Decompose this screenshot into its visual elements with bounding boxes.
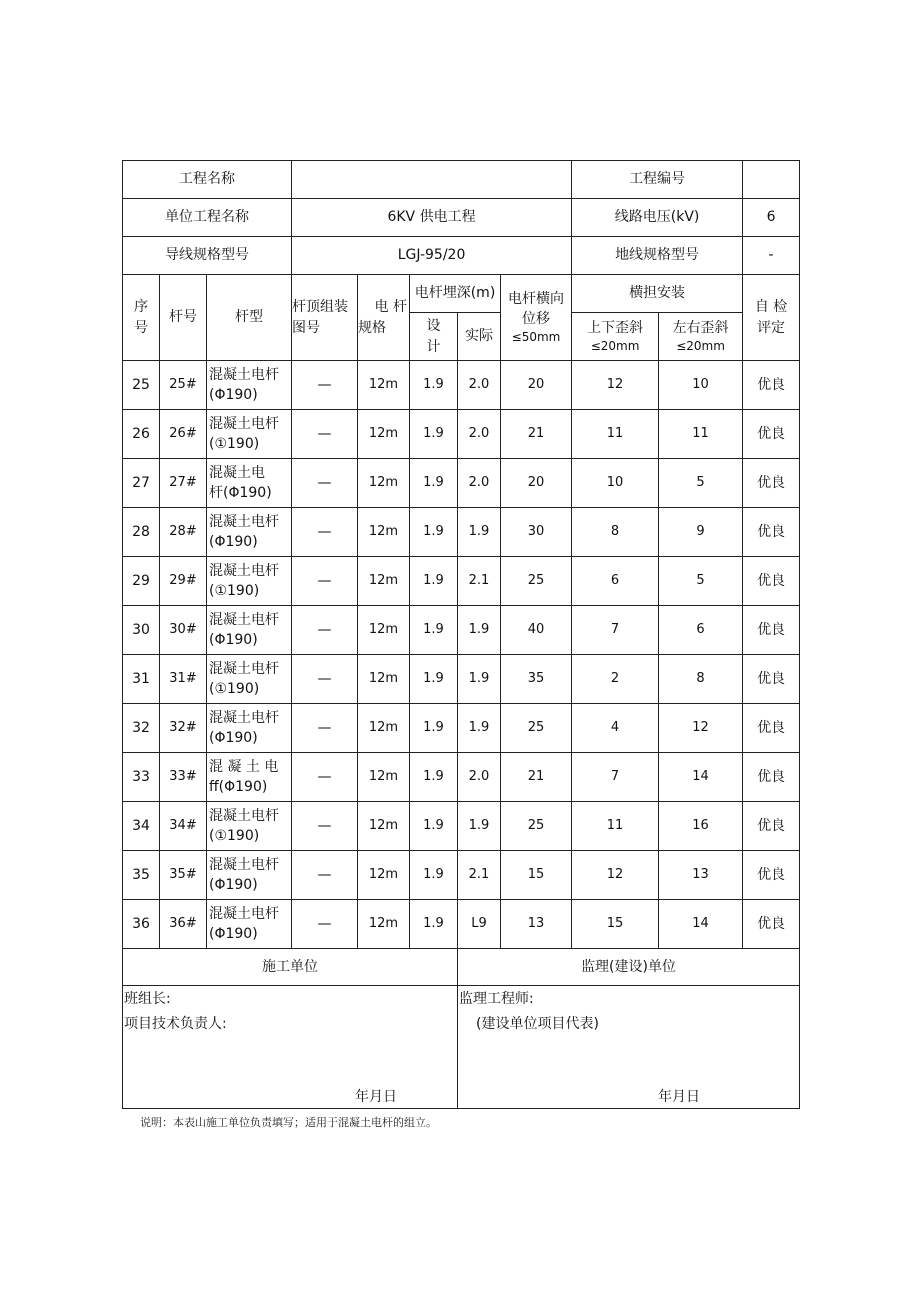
depth-actual-cell: 1.9 <box>458 508 501 557</box>
depth-design-cell: 1.9 <box>410 361 458 410</box>
spec-cell: 12m <box>358 557 410 606</box>
spec-cell: 12m <box>358 802 410 851</box>
depth-design-cell: 1.9 <box>410 655 458 704</box>
voltage-value: 6 <box>743 199 800 237</box>
leftright-cell: 11 <box>659 410 743 459</box>
pole-no-cell: 27# <box>160 459 207 508</box>
leftright-cell: 6 <box>659 606 743 655</box>
table-row <box>123 606 800 655</box>
pole-no-cell: 34# <box>160 802 207 851</box>
col-pole-type: 杆型 <box>207 275 292 361</box>
voltage-label: 线路电压(kV) <box>572 199 743 237</box>
pole-type-cell: 混凝土电杆 (①190) <box>207 410 292 459</box>
owner-rep-label: (建设单位项目代表) <box>476 1016 599 1032</box>
col-depth: 电杆埋深(m) <box>410 275 501 313</box>
pole-type-cell: 混凝土电杆 (Φ190) <box>207 361 292 410</box>
table-row <box>123 459 800 508</box>
eval-cell: 优良 <box>743 508 800 557</box>
seq-cell: 30 <box>123 606 160 655</box>
depth-design-cell: 1.9 <box>410 704 458 753</box>
lateral-cell: 20 <box>501 361 572 410</box>
lateral-cell: 40 <box>501 606 572 655</box>
top-assembly-cell: — <box>292 557 358 606</box>
lateral-cell: 15 <box>501 851 572 900</box>
pole-type-cell: 混 凝 土 电 ff(Φ190) <box>207 753 292 802</box>
eval-cell: 优良 <box>743 606 800 655</box>
seq-cell: 33 <box>123 753 160 802</box>
spec-cell: 12m <box>358 410 410 459</box>
lateral-cell: 21 <box>501 410 572 459</box>
construction-sign-cell <box>123 986 458 1109</box>
depth-design-cell: 1.9 <box>410 508 458 557</box>
col-depth-actual: 实际 <box>458 313 501 361</box>
pole-erection-table <box>122 160 800 1109</box>
depth-design-cell: 1.9 <box>410 410 458 459</box>
leftright-cell: 12 <box>659 704 743 753</box>
depth-design-cell: 1.9 <box>410 802 458 851</box>
depth-design-cell: 1.9 <box>410 459 458 508</box>
eval-cell: 优良 <box>743 410 800 459</box>
depth-design-cell: 1.9 <box>410 557 458 606</box>
top-assembly-cell: — <box>292 851 358 900</box>
eval-cell: 优良 <box>743 704 800 753</box>
depth-design-cell: 1.9 <box>410 606 458 655</box>
spec-cell: 12m <box>358 851 410 900</box>
top-assembly-cell: — <box>292 606 358 655</box>
leftright-cell: 9 <box>659 508 743 557</box>
tech-lead-label: 项目技术负责人: <box>124 1016 227 1032</box>
unit-project-value: 6KV 供电工程 <box>292 199 572 237</box>
supervisor-label: 监理工程师: <box>459 991 534 1007</box>
col-self-check: 自 检 评定 <box>743 275 800 361</box>
col-crossarm: 横担安装 <box>572 275 743 313</box>
updown-cell: 7 <box>572 753 659 802</box>
seq-cell: 31 <box>123 655 160 704</box>
lateral-cell: 21 <box>501 753 572 802</box>
spec-cell: 12m <box>358 900 410 949</box>
pole-type-cell: 混凝土电杆 (①190) <box>207 655 292 704</box>
unit-project-label: 单位工程名称 <box>123 199 292 237</box>
spec-cell: 12m <box>358 361 410 410</box>
eval-cell: 优良 <box>743 753 800 802</box>
project-no-value <box>743 161 800 199</box>
lateral-cell: 35 <box>501 655 572 704</box>
seq-cell: 25 <box>123 361 160 410</box>
column-header-row-1 <box>123 275 800 313</box>
pole-type-cell: 混凝土电杆 (Φ190) <box>207 851 292 900</box>
pole-no-cell: 33# <box>160 753 207 802</box>
ground-wire-label: 地线规格型号 <box>572 237 743 275</box>
spec-cell: 12m <box>358 508 410 557</box>
updown-cell: 12 <box>572 851 659 900</box>
spec-cell: 12m <box>358 704 410 753</box>
conductor-value: LGJ-95/20 <box>292 237 572 275</box>
updown-cell: 11 <box>572 410 659 459</box>
depth-design-cell: 1.9 <box>410 851 458 900</box>
date-left: 年月日 <box>355 1089 397 1105</box>
depth-actual-cell: 2.1 <box>458 851 501 900</box>
updown-cell: 8 <box>572 508 659 557</box>
pole-type-cell: 混凝土电杆 (Φ190) <box>207 704 292 753</box>
spec-cell: 12m <box>358 655 410 704</box>
lateral-cell: 25 <box>501 557 572 606</box>
depth-actual-cell: 1.9 <box>458 655 501 704</box>
col-leftright-tilt: 左右歪斜 ≤20mm <box>659 313 743 361</box>
eval-cell: 优良 <box>743 851 800 900</box>
table-row <box>123 508 800 557</box>
depth-design-cell: 1.9 <box>410 753 458 802</box>
eval-cell: 优良 <box>743 900 800 949</box>
conductor-label: 导线规格型号 <box>123 237 292 275</box>
depth-actual-cell: 2.0 <box>458 410 501 459</box>
leftright-cell: 5 <box>659 557 743 606</box>
project-name-label: 工程名称 <box>123 161 292 199</box>
lateral-cell: 25 <box>501 802 572 851</box>
pole-no-cell: 30# <box>160 606 207 655</box>
lateral-cell: 13 <box>501 900 572 949</box>
pole-type-cell: 混凝土电杆 (Φ190) <box>207 606 292 655</box>
top-assembly-cell: — <box>292 753 358 802</box>
header-row-conductor <box>123 237 800 275</box>
form-note: 说明：本表山施工单位负责填写；适用于混凝土电杆的组立。 <box>140 1116 437 1129</box>
eval-cell: 优良 <box>743 802 800 851</box>
top-assembly-cell: — <box>292 704 358 753</box>
depth-actual-cell: 1.9 <box>458 802 501 851</box>
top-assembly-cell: — <box>292 410 358 459</box>
col-seq: 序 号 <box>123 275 160 361</box>
pole-no-cell: 29# <box>160 557 207 606</box>
table-row <box>123 655 800 704</box>
pole-no-cell: 26# <box>160 410 207 459</box>
eval-cell: 优良 <box>743 361 800 410</box>
top-assembly-cell: — <box>292 655 358 704</box>
lateral-cell: 20 <box>501 459 572 508</box>
depth-design-cell: 1.9 <box>410 900 458 949</box>
footer-head-row <box>123 949 800 986</box>
eval-cell: 优良 <box>743 557 800 606</box>
leftright-cell: 13 <box>659 851 743 900</box>
spec-cell: 12m <box>358 753 410 802</box>
table-row <box>123 753 800 802</box>
table-row <box>123 704 800 753</box>
depth-actual-cell: 2.1 <box>458 557 501 606</box>
table-row <box>123 851 800 900</box>
col-pole-no: 杆号 <box>160 275 207 361</box>
pole-no-cell: 32# <box>160 704 207 753</box>
construction-unit-label: 施工单位 <box>123 949 458 986</box>
date-right: 年月日 <box>658 1089 700 1105</box>
seq-cell: 34 <box>123 802 160 851</box>
pole-no-cell: 28# <box>160 508 207 557</box>
supervision-sign-cell <box>458 986 800 1109</box>
footer-sign-row <box>123 986 800 1109</box>
data-rows <box>123 361 800 949</box>
seq-cell: 32 <box>123 704 160 753</box>
seq-cell: 35 <box>123 851 160 900</box>
pole-type-cell: 混凝土电杆 (Φ190) <box>207 508 292 557</box>
pole-no-cell: 35# <box>160 851 207 900</box>
leftright-cell: 10 <box>659 361 743 410</box>
updown-cell: 11 <box>572 802 659 851</box>
leftright-cell: 14 <box>659 900 743 949</box>
pole-no-cell: 36# <box>160 900 207 949</box>
updown-cell: 2 <box>572 655 659 704</box>
pole-no-cell: 31# <box>160 655 207 704</box>
col-top-assembly: 杆顶组装 图号 <box>292 275 358 361</box>
pole-type-cell: 混凝土电杆 (Φ190) <box>207 900 292 949</box>
table-row <box>123 361 800 410</box>
col-lateral: 电杆横向 位移 ≤50mm <box>501 275 572 361</box>
lateral-cell: 30 <box>501 508 572 557</box>
top-assembly-cell: — <box>292 802 358 851</box>
team-leader-label: 班组长: <box>124 991 171 1007</box>
updown-cell: 12 <box>572 361 659 410</box>
updown-cell: 7 <box>572 606 659 655</box>
col-depth-design: 设 计 <box>410 313 458 361</box>
col-updown-tilt: 上下歪斜 ≤20mm <box>572 313 659 361</box>
spec-cell: 12m <box>358 459 410 508</box>
project-name-value <box>292 161 572 199</box>
updown-cell: 6 <box>572 557 659 606</box>
eval-cell: 优良 <box>743 459 800 508</box>
seq-cell: 29 <box>123 557 160 606</box>
ground-wire-value: - <box>743 237 800 275</box>
updown-cell: 4 <box>572 704 659 753</box>
spec-cell: 12m <box>358 606 410 655</box>
pole-type-cell: 混凝土电杆 (①190) <box>207 557 292 606</box>
pole-type-cell: 混凝土电杆 (①190) <box>207 802 292 851</box>
depth-actual-cell: 2.0 <box>458 459 501 508</box>
header-row-project <box>123 161 800 199</box>
eval-cell: 优良 <box>743 655 800 704</box>
depth-actual-cell: 2.0 <box>458 361 501 410</box>
pole-no-cell: 25# <box>160 361 207 410</box>
top-assembly-cell: — <box>292 900 358 949</box>
depth-actual-cell: 2.0 <box>458 753 501 802</box>
depth-actual-cell: 1.9 <box>458 704 501 753</box>
top-assembly-cell: — <box>292 508 358 557</box>
leftright-cell: 16 <box>659 802 743 851</box>
top-assembly-cell: — <box>292 361 358 410</box>
seq-cell: 27 <box>123 459 160 508</box>
table-row <box>123 900 800 949</box>
top-assembly-cell: — <box>292 459 358 508</box>
leftright-cell: 8 <box>659 655 743 704</box>
leftright-cell: 14 <box>659 753 743 802</box>
project-no-label: 工程编号 <box>572 161 743 199</box>
depth-actual-cell: L9 <box>458 900 501 949</box>
updown-cell: 10 <box>572 459 659 508</box>
seq-cell: 36 <box>123 900 160 949</box>
seq-cell: 26 <box>123 410 160 459</box>
lateral-cell: 25 <box>501 704 572 753</box>
seq-cell: 28 <box>123 508 160 557</box>
col-spec: 电 杆 规格 <box>358 275 410 361</box>
depth-actual-cell: 1.9 <box>458 606 501 655</box>
table-row <box>123 802 800 851</box>
inspection-form <box>122 160 799 1109</box>
pole-type-cell: 混凝土电 杆(Φ190) <box>207 459 292 508</box>
supervision-unit-label: 监理(建设)单位 <box>458 949 800 986</box>
leftright-cell: 5 <box>659 459 743 508</box>
updown-cell: 15 <box>572 900 659 949</box>
table-row <box>123 410 800 459</box>
header-row-unit <box>123 199 800 237</box>
table-row <box>123 557 800 606</box>
